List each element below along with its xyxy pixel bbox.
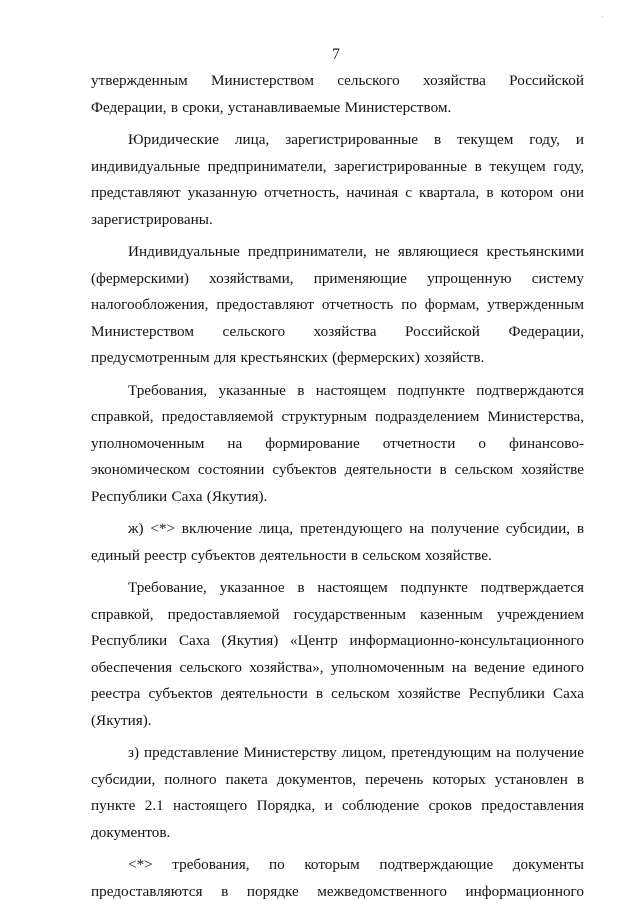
paragraph-item-zh: ж) <*> включение лица, претендующего на получение субсидии, в единый реестр субъектов деятельности в сельском хозяйстве. xyxy=(91,520,584,564)
scan-mark: · xyxy=(601,12,604,21)
document-body xyxy=(91,68,584,911)
paragraph-registry-requirement: Требование, указанное в настоящем подпункте подтверждается справкой, предоставляемой государственным казенным учреждением Республики Саха (Якутия) «Центр информационно-консультационного обеспечения сельского хозяйства», уполномоченным на ведение единого реестра субъектов деятельности в сельском хозяйстве Республики Саха (Якутия). xyxy=(91,579,584,729)
paragraph-item-z: з) представление Министерству лицом, претендующим на получение субсидии, полного пакета документов, перечень которых установлен в пункте 2.1 настоящего Порядка, и соблюдение сроков предоставления документов. xyxy=(91,744,584,841)
paragraph-individual-entrepreneurs: Индивидуальные предприниматели, не являющиеся крестьянскими (фермерскими) хозяйствами, применяющие упрощенную систему налогообложения, предоставляют отчетность по формам, утвержденным Министерством сельского хозяйства Российской Федерации, предусмотренным для крестьянских (фермерских) хозяйств. xyxy=(91,243,584,366)
paragraph-footnote: <*> требования, по которым подтверждающие документы предоставляются в порядке межведомственного информационного xyxy=(91,856,584,900)
paragraph-continuation: утвержденным Министерством сельского хозяйства Российской Федерации, в сроки, устанавливаемые Министерством. xyxy=(91,72,584,116)
paragraph-requirements-confirmation: Требования, указанные в настоящем подпункте подтверждаются справкой, предоставляемой структурным подразделением Министерства, уполномоченным на формирование отчетности о финансово-экономическом состоянии субъектов деятельности в сельском хозяйстве Республики Саха (Якутия). xyxy=(91,381,584,505)
paragraph-legal-entities: Юридические лица, зарегистрированные в текущем году, и индивидуальные предприниматели, зарегистрированные в текущем году, представляют указанную отчетность, начиная с квартала, в котором они зарегистрированы. xyxy=(91,131,584,228)
page-number: 7 xyxy=(332,46,340,63)
